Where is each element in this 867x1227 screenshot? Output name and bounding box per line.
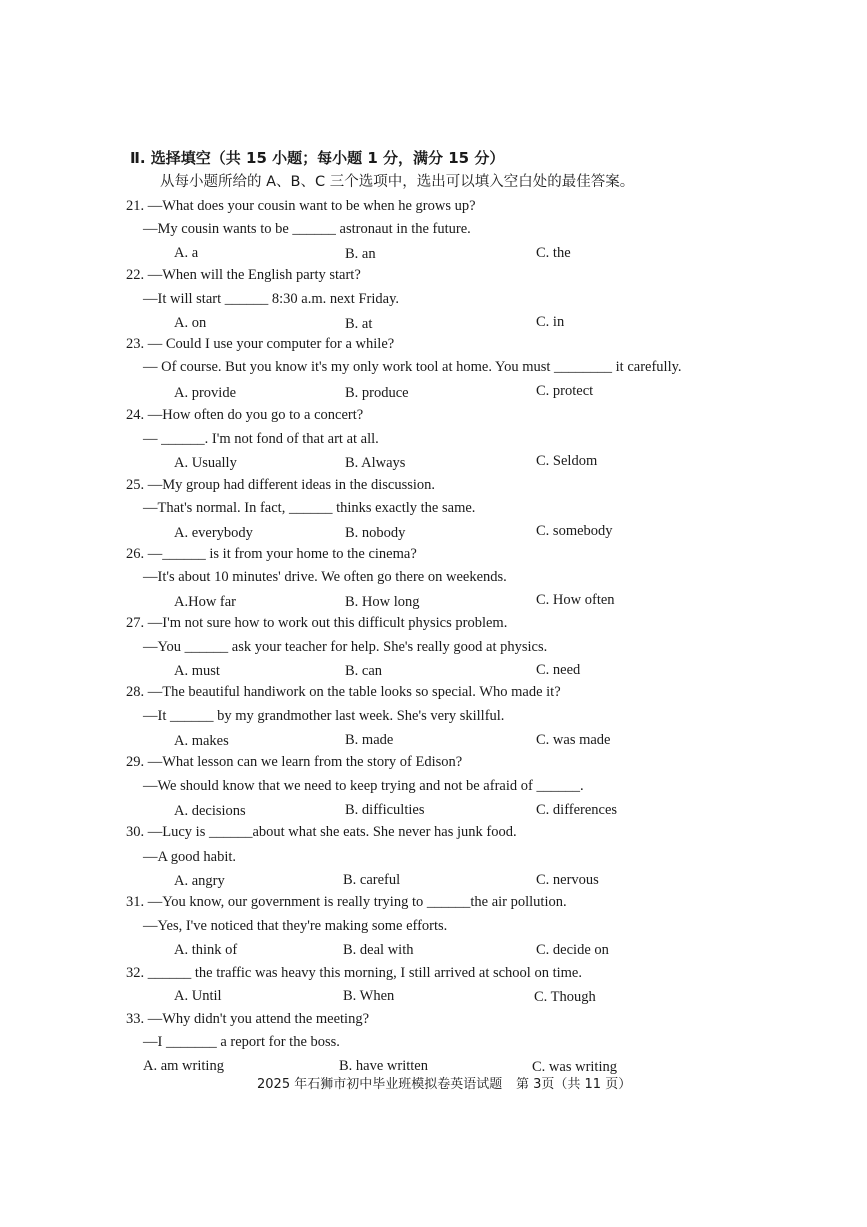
question-23-option-c[interactable]: C. protect xyxy=(536,383,594,399)
question-25-option-c[interactable]: C. somebody xyxy=(536,523,613,539)
question-28-prompt: 28. —The beautiful handiwork on the table looks so special. Who made it? xyxy=(126,684,561,700)
question-30-prompt: 30. —Lucy is ______about what she eats. She never has junk food. xyxy=(126,824,517,840)
question-27-reply: —You ______ ask your teacher for help. She's really good at physics. xyxy=(143,639,548,655)
question-28-option-a[interactable]: A. makes xyxy=(174,733,229,749)
question-27-option-b[interactable]: B. can xyxy=(345,663,383,679)
question-25-option-a[interactable]: A. everybody xyxy=(174,525,253,541)
question-21-option-b[interactable]: B. an xyxy=(345,246,376,262)
question-22-option-a[interactable]: A. on xyxy=(174,315,207,331)
question-26-option-c[interactable]: C. How often xyxy=(536,592,615,608)
question-23-option-a[interactable]: A. provide xyxy=(174,385,237,401)
question-21-option-c[interactable]: C. the xyxy=(536,245,571,261)
section-instruction: 从每小题所给的 A、B、C 三个选项中，选出可以填入空白处的最佳答案。 xyxy=(160,174,635,190)
question-26-option-b[interactable]: B. How long xyxy=(345,594,420,610)
question-29-prompt: 29. —What lesson can we learn from the story of Edison? xyxy=(126,754,463,770)
question-24-reply: — ______. I'm not fond of that art at all. xyxy=(143,431,379,447)
question-28-option-b[interactable]: B. made xyxy=(345,732,394,748)
question-22-option-c[interactable]: C. in xyxy=(536,314,565,330)
question-31-reply: —Yes, I've noticed that they're making some efforts. xyxy=(143,918,448,934)
question-22-option-b[interactable]: B. at xyxy=(345,316,373,332)
question-24-option-a[interactable]: A. Usually xyxy=(174,455,237,471)
question-29-option-b[interactable]: B. difficulties xyxy=(345,802,425,818)
question-33-reply: —I _______ a report for the boss. xyxy=(143,1034,340,1050)
question-22-prompt: 22. —When will the English party start? xyxy=(126,267,361,283)
question-24-option-c[interactable]: C. Seldom xyxy=(536,453,598,469)
question-21-reply: —My cousin wants to be ______ astronaut in the future. xyxy=(143,221,471,237)
question-26-reply: —It's about 10 minutes' drive. We often go there on weekends. xyxy=(143,569,507,585)
question-27-prompt: 27. —I'm not sure how to work out this difficult physics problem. xyxy=(126,615,508,631)
question-29-reply: —We should know that we need to keep trying and not be afraid of ______. xyxy=(143,778,584,794)
question-25-option-b[interactable]: B. nobody xyxy=(345,525,406,541)
question-22-reply: —It will start ______ 8:30 a.m. next Friday. xyxy=(143,291,400,307)
question-21-prompt: 21. —What does your cousin want to be when he grows up? xyxy=(126,198,476,214)
question-27-option-a[interactable]: A. must xyxy=(174,663,220,679)
question-23-prompt: 23. — Could I use your computer for a while? xyxy=(126,336,395,352)
question-25-prompt: 25. —My group had different ideas in the discussion. xyxy=(126,477,436,493)
question-30-reply: —A good habit. xyxy=(143,849,237,865)
question-25-reply: —That's normal. In fact, ______ thinks exactly the same. xyxy=(143,500,476,516)
question-28-reply: —It ______ by my grandmother last week. She's very skillful. xyxy=(143,708,505,724)
question-31-option-a[interactable]: A. think of xyxy=(174,942,238,958)
question-31-prompt: 31. —You know, our government is really trying to ______the air pollution. xyxy=(126,894,567,910)
question-21-option-a[interactable]: A. a xyxy=(174,245,199,261)
footer-page-number: 第 3页（共 11 页） xyxy=(516,1077,632,1092)
question-31-option-c[interactable]: C. decide on xyxy=(536,942,609,958)
footer-exam-title: 2025 年石狮市初中毕业班模拟卷英语试题 xyxy=(257,1077,503,1092)
question-23-reply: — Of course. But you know it's my only work tool at home. You must ________ it carefully. xyxy=(143,359,682,375)
question-29-option-c[interactable]: C. differences xyxy=(536,802,618,818)
question-33-option-b[interactable]: B. have written xyxy=(339,1058,428,1074)
question-33-option-c[interactable]: C. was writing xyxy=(532,1059,617,1075)
question-32-option-b[interactable]: B. When xyxy=(343,988,395,1004)
question-28-option-c[interactable]: C. was made xyxy=(536,732,611,748)
question-23-option-b[interactable]: B. produce xyxy=(345,385,409,401)
question-32-prompt: 32. ______ the traffic was heavy this morning, I still arrived at school on time. xyxy=(126,965,582,981)
question-27-option-c[interactable]: C. need xyxy=(536,662,581,678)
question-26-option-a[interactable]: A.How far xyxy=(174,594,237,610)
question-26-prompt: 26. —______ is it from your home to the cinema? xyxy=(126,546,417,562)
question-31-option-b[interactable]: B. deal with xyxy=(343,942,414,958)
question-24-prompt: 24. —How often do you go to a concert? xyxy=(126,407,364,423)
question-32-option-c[interactable]: C. Though xyxy=(534,989,596,1005)
question-33-option-a[interactable]: A. am writing xyxy=(143,1058,224,1074)
question-29-option-a[interactable]: A. decisions xyxy=(174,803,246,819)
question-24-option-b[interactable]: B. Always xyxy=(345,455,406,471)
question-32-option-a[interactable]: A. Until xyxy=(174,988,222,1004)
question-30-option-b[interactable]: B. careful xyxy=(343,872,401,888)
question-33-prompt: 33. —Why didn't you attend the meeting? xyxy=(126,1011,370,1027)
section-heading: Ⅱ. 选择填空（共 15 小题；每小题 1 分，满分 15 分） xyxy=(130,149,505,167)
question-30-option-a[interactable]: A. angry xyxy=(174,873,225,889)
question-30-option-c[interactable]: C. nervous xyxy=(536,872,599,888)
